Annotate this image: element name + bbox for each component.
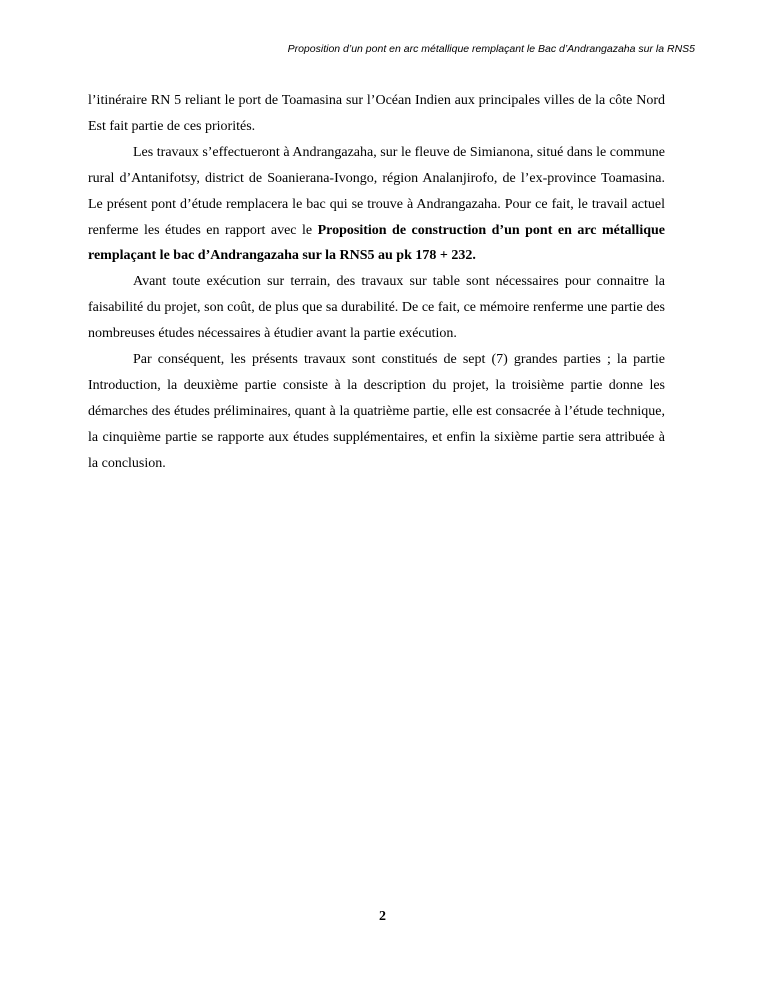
paragraph-2-text: Les travaux s’effectueront à Andrangazaha, sur le fleuve de Simianona, situé dans le commune rural d’Antanifotsy, district de Soanierana-Ivongo, région Analanjirofo, de l’ex-province Toamasina. Le présent pont d’étude remplacera le bac qui se trouve à Andrangazaha. Pour ce fait, le travail actuel renferme les études en rapport avec le <box>88 144 665 238</box>
paragraph-4: Par conséquent, les présents travaux sont constitués de sept (7) grandes parties ; la partie Introduction, la deuxième partie consiste à la description du projet, la troisième partie donne les démarches des études préliminaires, quant à la quatrième partie, elle est consacrée à l’étude technique, la cinquième partie se rapporte aux études supplémentaires, et enfin la sixième partie sera attribuée à la conclusion. <box>88 352 665 471</box>
paragraph-3: Avant toute exécution sur terrain, des travaux sur table sont nécessaires pour connaitre la faisabilité du projet, son coût, de plus que sa durabilité. De ce fait, ce mémoire renferme une partie des nombreuses études nécessaires à étudier avant la partie exécution. <box>88 274 665 342</box>
project-title-bold: Proposition de construction d’un pont en arc métallique remplaçant le bac d’Andrangazaha sur la RNS5 au pk 178 + 232. <box>88 222 665 264</box>
paragraph-2 <box>88 140 665 270</box>
paragraph-1: l’itinéraire RN 5 reliant le port de Toamasina sur l’Océan Indien aux principales villes de la côte Nord Est fait partie de ces priorités. <box>88 93 665 134</box>
running-header: Proposition d’un pont en arc métallique remplaçant le Bac d’Andrangazaha sur la RNS5 <box>287 43 695 55</box>
page-number: 2 <box>379 909 386 924</box>
document-body <box>88 88 665 477</box>
